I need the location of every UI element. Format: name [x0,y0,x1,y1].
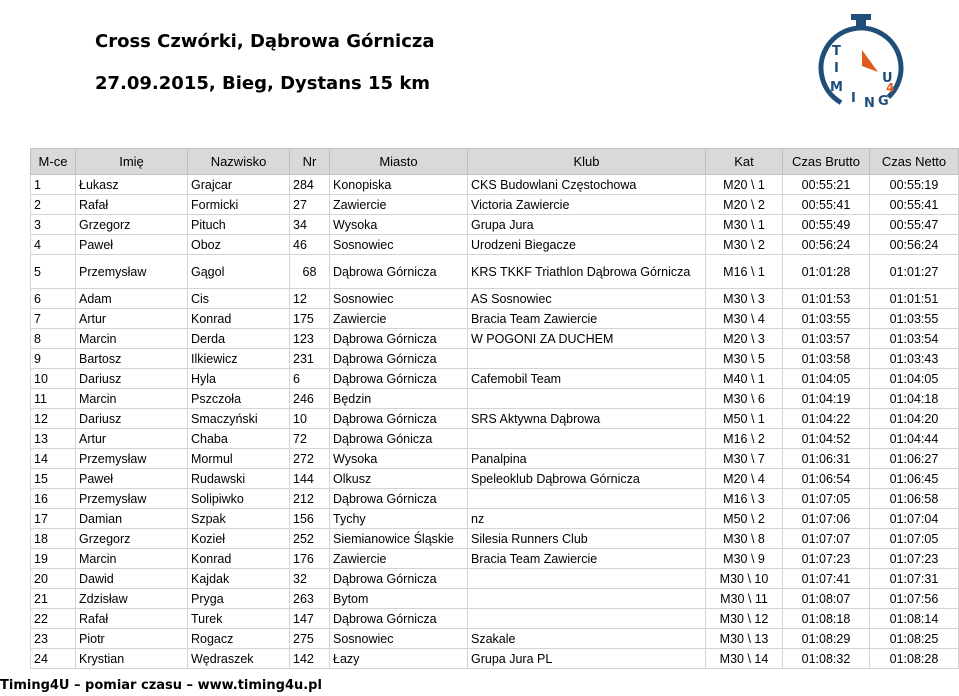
col-club-cell [468,389,706,409]
col-net-time-cell: 01:08:25 [870,629,959,649]
col-net-time-cell: 01:04:44 [870,429,959,449]
col-gross-time-cell: 01:08:07 [783,589,870,609]
col-first-name-cell: Przemysław [76,255,188,289]
col-city-cell: Sosnowiec [330,629,468,649]
col-gross-time-cell: 01:06:31 [783,449,870,469]
col-city-cell: Dąbrowa Górnicza [330,369,468,389]
logo-letter: I [834,61,839,76]
header-col-first-name[interactable]: Imię [76,149,188,175]
col-bib-cell: 231 [290,349,330,369]
col-bib-cell: 147 [290,609,330,629]
col-category-cell: M30 \ 10 [706,569,783,589]
col-club-cell: AS Sosnowiec [468,289,706,309]
col-category-cell: M30 \ 8 [706,529,783,549]
col-gross-time-cell: 01:04:05 [783,369,870,389]
col-last-name-cell: Pituch [188,215,290,235]
col-category-cell: M20 \ 4 [706,469,783,489]
col-first-name-cell: Piotr [76,629,188,649]
col-city-cell: Dąbrowa Górnicza [330,569,468,589]
logo-letter: M [830,80,843,95]
col-place-cell: 2 [31,195,76,215]
page-subtitle: 27.09.2015, Bieg, Dystans 15 km [95,73,431,94]
table-row [31,215,959,235]
header-col-gross-time[interactable]: Czas Brutto [783,149,870,175]
header-col-place[interactable]: M-ce [31,149,76,175]
col-last-name-cell: Gągol [188,255,290,289]
col-last-name-cell: Chaba [188,429,290,449]
col-city-cell: Zawiercie [330,549,468,569]
table-row [31,529,959,549]
col-category-cell: M30 \ 3 [706,289,783,309]
col-last-name-cell: Grajcar [188,175,290,195]
col-gross-time-cell: 01:07:07 [783,529,870,549]
col-place-cell: 14 [31,449,76,469]
col-first-name-cell: Przemysław [76,489,188,509]
col-net-time-cell: 00:55:41 [870,195,959,215]
col-net-time-cell: 00:56:24 [870,235,959,255]
col-gross-time-cell: 01:03:57 [783,329,870,349]
col-city-cell: Tychy [330,509,468,529]
col-city-cell: Dąbrowa Górnicza [330,609,468,629]
col-category-cell: M20 \ 1 [706,175,783,195]
col-place-cell: 22 [31,609,76,629]
col-city-cell: Dąbrowa Górnicza [330,349,468,369]
logo-letter: G [878,94,889,109]
col-net-time-cell: 01:04:18 [870,389,959,409]
col-bib-cell: 32 [290,569,330,589]
col-bib-cell: 272 [290,449,330,469]
col-city-cell: Olkusz [330,469,468,489]
col-gross-time-cell: 01:08:18 [783,609,870,629]
col-last-name-cell: Ilkiewicz [188,349,290,369]
col-net-time-cell: 00:55:47 [870,215,959,235]
col-city-cell: Siemianowice Śląskie [330,529,468,549]
col-bib-cell: 252 [290,529,330,549]
footer-credit: Timing4U – pomiar czasu – www.timing4u.pl [0,678,322,693]
col-first-name-cell: Dawid [76,569,188,589]
col-net-time-cell: 01:01:27 [870,255,959,289]
table-header-row [31,149,959,175]
col-category-cell: M30 \ 12 [706,609,783,629]
page-title: Cross Czwórki, Dąbrowa Górnicza [95,31,435,52]
col-club-cell: Cafemobil Team [468,369,706,389]
col-place-cell: 24 [31,649,76,669]
col-city-cell: Konopiska [330,175,468,195]
col-gross-time-cell: 01:07:05 [783,489,870,509]
col-first-name-cell: Bartosz [76,349,188,369]
col-club-cell: Szakale [468,629,706,649]
table-row [31,349,959,369]
col-last-name-cell: Smaczyński [188,409,290,429]
col-bib-cell: 144 [290,469,330,489]
col-place-cell: 4 [31,235,76,255]
col-net-time-cell: 01:07:31 [870,569,959,589]
col-place-cell: 20 [31,569,76,589]
table-row [31,389,959,409]
col-place-cell: 23 [31,629,76,649]
col-category-cell: M20 \ 2 [706,195,783,215]
col-city-cell: Dąbrowa Gónicza [330,429,468,449]
timing4u-logo [806,10,916,120]
col-last-name-cell: Rudawski [188,469,290,489]
col-last-name-cell: Formicki [188,195,290,215]
col-category-cell: M30 \ 6 [706,389,783,409]
header-col-net-time[interactable]: Czas Netto [870,149,959,175]
col-bib-cell: 246 [290,389,330,409]
col-last-name-cell: Solipiwko [188,489,290,509]
col-club-cell: W POGONI ZA DUCHEM [468,329,706,349]
col-bib-cell: 34 [290,215,330,235]
col-first-name-cell: Paweł [76,235,188,255]
col-first-name-cell: Rafał [76,609,188,629]
col-first-name-cell: Paweł [76,469,188,489]
col-place-cell: 19 [31,549,76,569]
col-city-cell: Sosnowiec [330,235,468,255]
col-club-cell: KRS TKKF Triathlon Dąbrowa Górnicza [468,255,706,289]
col-bib-cell: 68 [290,255,330,289]
results-table-wrapper [30,148,958,669]
table-row [31,235,959,255]
col-city-cell: Zawiercie [330,309,468,329]
col-first-name-cell: Damian [76,509,188,529]
logo-letter: N [864,96,875,111]
col-first-name-cell: Dariusz [76,369,188,389]
col-first-name-cell: Krystian [76,649,188,669]
header-col-club[interactable]: Klub [468,149,706,175]
col-last-name-cell: Turek [188,609,290,629]
col-city-cell: Łazy [330,649,468,669]
col-first-name-cell: Marcin [76,329,188,349]
col-club-cell: Grupa Jura [468,215,706,235]
col-gross-time-cell: 01:04:52 [783,429,870,449]
table-row [31,609,959,629]
col-place-cell: 15 [31,469,76,489]
col-last-name-cell: Rogacz [188,629,290,649]
col-place-cell: 11 [31,389,76,409]
col-place-cell: 7 [31,309,76,329]
col-net-time-cell: 01:03:54 [870,329,959,349]
col-place-cell: 17 [31,509,76,529]
col-place-cell: 8 [31,329,76,349]
col-club-cell [468,349,706,369]
col-gross-time-cell: 01:01:53 [783,289,870,309]
results-table [30,148,959,669]
logo-letter: 4 [886,81,895,95]
clock-hand-icon [862,50,878,72]
col-club-cell [468,569,706,589]
col-category-cell: M30 \ 5 [706,349,783,369]
col-last-name-cell: Mormul [188,449,290,469]
col-club-cell: CKS Budowlani Częstochowa [468,175,706,195]
col-last-name-cell: Hyla [188,369,290,389]
col-bib-cell: 12 [290,289,330,309]
col-bib-cell: 46 [290,235,330,255]
col-last-name-cell: Pryga [188,589,290,609]
col-bib-cell: 275 [290,629,330,649]
col-category-cell: M16 \ 3 [706,489,783,509]
col-bib-cell: 72 [290,429,330,449]
col-first-name-cell: Łukasz [76,175,188,195]
col-city-cell: Dąbrowa Górnicza [330,489,468,509]
col-net-time-cell: 01:07:05 [870,529,959,549]
col-gross-time-cell: 01:03:55 [783,309,870,329]
col-category-cell: M16 \ 1 [706,255,783,289]
col-city-cell: Będzin [330,389,468,409]
table-row [31,429,959,449]
col-first-name-cell: Zdzisław [76,589,188,609]
col-first-name-cell: Artur [76,429,188,449]
col-gross-time-cell: 01:06:54 [783,469,870,489]
col-bib-cell: 176 [290,549,330,569]
col-club-cell [468,589,706,609]
table-row [31,649,959,669]
col-bib-cell: 10 [290,409,330,429]
col-club-cell [468,609,706,629]
col-last-name-cell: Konrad [188,309,290,329]
col-category-cell: M50 \ 2 [706,509,783,529]
col-bib-cell: 6 [290,369,330,389]
col-gross-time-cell: 01:07:41 [783,569,870,589]
col-gross-time-cell: 01:07:23 [783,549,870,569]
col-place-cell: 12 [31,409,76,429]
col-gross-time-cell: 00:55:41 [783,195,870,215]
col-city-cell: Dąbrowa Górnicza [330,329,468,349]
col-net-time-cell: 01:07:04 [870,509,959,529]
col-gross-time-cell: 00:55:21 [783,175,870,195]
col-last-name-cell: Konrad [188,549,290,569]
col-club-cell: Panalpina [468,449,706,469]
col-club-cell [468,489,706,509]
col-place-cell: 6 [31,289,76,309]
col-place-cell: 18 [31,529,76,549]
col-bib-cell: 123 [290,329,330,349]
col-last-name-cell: Cis [188,289,290,309]
col-last-name-cell: Kajdak [188,569,290,589]
col-net-time-cell: 01:08:14 [870,609,959,629]
col-first-name-cell: Marcin [76,549,188,569]
col-category-cell: M30 \ 4 [706,309,783,329]
col-net-time-cell: 01:03:55 [870,309,959,329]
col-club-cell: Bracia Team Zawiercie [468,549,706,569]
col-city-cell: Zawiercie [330,195,468,215]
table-row [31,289,959,309]
col-place-cell: 10 [31,369,76,389]
table-row [31,175,959,195]
table-row [31,489,959,509]
logo-letter: I [851,91,856,106]
col-last-name-cell: Kozieł [188,529,290,549]
col-city-cell: Wysoka [330,215,468,235]
header-col-bib[interactable]: Nr [290,149,330,175]
col-gross-time-cell: 01:03:58 [783,349,870,369]
table-row [31,629,959,649]
header-col-last-name[interactable]: Nazwisko [188,149,290,175]
col-net-time-cell: 01:06:45 [870,469,959,489]
col-category-cell: M30 \ 13 [706,629,783,649]
col-place-cell: 13 [31,429,76,449]
logo-letter: T [832,44,841,59]
col-city-cell: Dąbrowa Górnicza [330,409,468,429]
col-last-name-cell: Derda [188,329,290,349]
col-bib-cell: 263 [290,589,330,609]
col-bib-cell: 27 [290,195,330,215]
col-club-cell: Urodzeni Biegacze [468,235,706,255]
table-row [31,549,959,569]
header-col-category[interactable]: Kat [706,149,783,175]
col-first-name-cell: Marcin [76,389,188,409]
col-first-name-cell: Grzegorz [76,215,188,235]
col-net-time-cell: 00:55:19 [870,175,959,195]
col-city-cell: Dąbrowa Górnicza [330,255,468,289]
col-net-time-cell: 01:03:43 [870,349,959,369]
col-category-cell: M30 \ 7 [706,449,783,469]
col-first-name-cell: Rafał [76,195,188,215]
col-net-time-cell: 01:01:51 [870,289,959,309]
col-gross-time-cell: 01:07:06 [783,509,870,529]
table-row [31,589,959,609]
col-city-cell: Sosnowiec [330,289,468,309]
col-first-name-cell: Artur [76,309,188,329]
col-net-time-cell: 01:08:28 [870,649,959,669]
col-bib-cell: 175 [290,309,330,329]
table-row [31,195,959,215]
col-bib-cell: 284 [290,175,330,195]
col-last-name-cell: Wędraszek [188,649,290,669]
col-category-cell: M30 \ 14 [706,649,783,669]
col-gross-time-cell: 01:04:19 [783,389,870,409]
table-row [31,409,959,429]
col-first-name-cell: Dariusz [76,409,188,429]
col-category-cell: M30 \ 9 [706,549,783,569]
col-gross-time-cell: 01:08:32 [783,649,870,669]
col-first-name-cell: Adam [76,289,188,309]
col-last-name-cell: Oboz [188,235,290,255]
col-place-cell: 1 [31,175,76,195]
col-last-name-cell: Pszczoła [188,389,290,409]
col-club-cell: Grupa Jura PL [468,649,706,669]
col-category-cell: M30 \ 2 [706,235,783,255]
col-bib-cell: 212 [290,489,330,509]
col-category-cell: M30 \ 11 [706,589,783,609]
col-club-cell: Speleoklub Dąbrowa Górnicza [468,469,706,489]
col-category-cell: M50 \ 1 [706,409,783,429]
table-row [31,449,959,469]
col-place-cell: 9 [31,349,76,369]
col-category-cell: M30 \ 1 [706,215,783,235]
header-col-city[interactable]: Miasto [330,149,468,175]
table-row [31,255,959,289]
table-row [31,309,959,329]
col-bib-cell: 142 [290,649,330,669]
col-category-cell: M20 \ 3 [706,329,783,349]
col-first-name-cell: Grzegorz [76,529,188,549]
col-category-cell: M40 \ 1 [706,369,783,389]
col-net-time-cell: 01:07:56 [870,589,959,609]
col-city-cell: Bytom [330,589,468,609]
col-place-cell: 21 [31,589,76,609]
col-club-cell: Victoria Zawiercie [468,195,706,215]
col-club-cell: Silesia Runners Club [468,529,706,549]
col-club-cell: nz [468,509,706,529]
col-club-cell [468,429,706,449]
col-net-time-cell: 01:07:23 [870,549,959,569]
col-gross-time-cell: 01:01:28 [783,255,870,289]
table-row [31,369,959,389]
col-category-cell: M16 \ 2 [706,429,783,449]
col-net-time-cell: 01:04:05 [870,369,959,389]
col-last-name-cell: Szpak [188,509,290,529]
col-gross-time-cell: 01:04:22 [783,409,870,429]
col-place-cell: 3 [31,215,76,235]
col-club-cell: Bracia Team Zawiercie [468,309,706,329]
table-row [31,469,959,489]
col-gross-time-cell: 00:55:49 [783,215,870,235]
col-gross-time-cell: 01:08:29 [783,629,870,649]
col-net-time-cell: 01:06:27 [870,449,959,469]
table-row [31,509,959,529]
col-place-cell: 16 [31,489,76,509]
col-club-cell: SRS Aktywna Dąbrowa [468,409,706,429]
col-city-cell: Wysoka [330,449,468,469]
col-first-name-cell: Przemysław [76,449,188,469]
table-body [31,175,959,669]
col-bib-cell: 156 [290,509,330,529]
col-net-time-cell: 01:06:58 [870,489,959,509]
col-gross-time-cell: 00:56:24 [783,235,870,255]
col-place-cell: 5 [31,255,76,289]
table-row [31,329,959,349]
col-net-time-cell: 01:04:20 [870,409,959,429]
table-row [31,569,959,589]
logo-letter: U [882,71,893,86]
